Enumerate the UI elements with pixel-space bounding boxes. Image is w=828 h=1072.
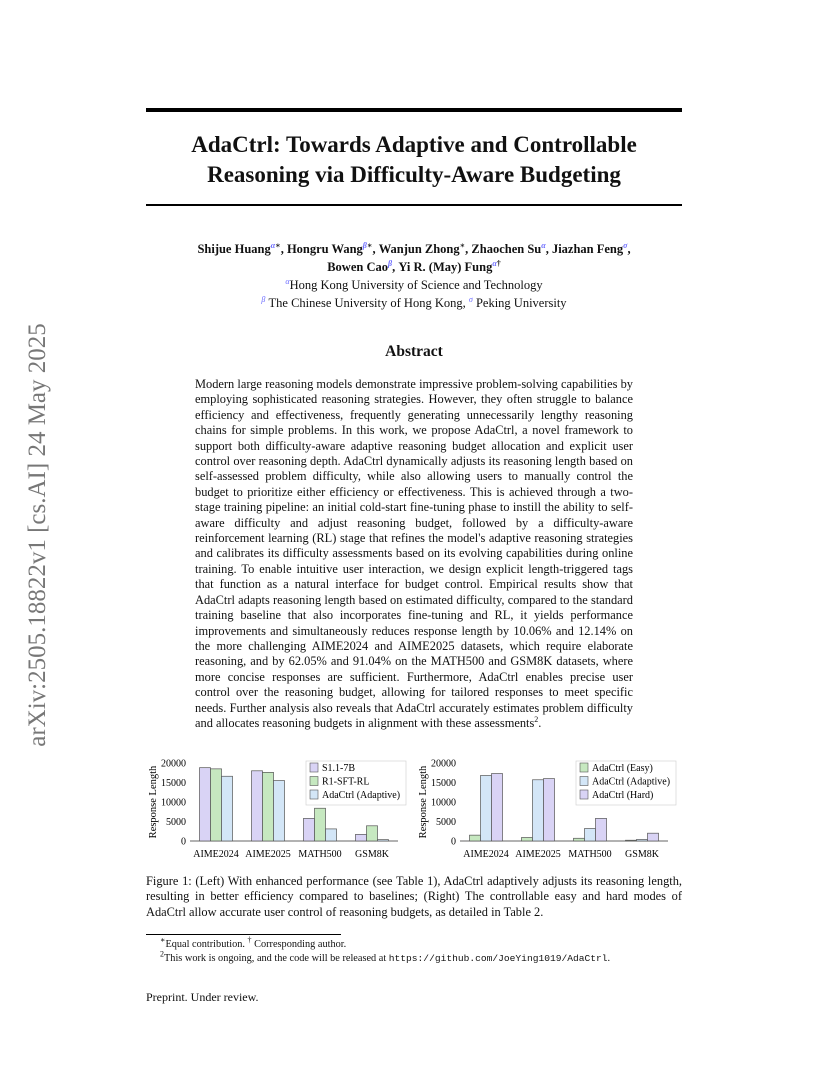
title-line-1: AdaCtrl: Towards Adaptive and Controllable <box>191 132 637 157</box>
bar <box>648 833 659 841</box>
y-tick-label: 10000 <box>431 797 456 809</box>
y-tick-label: 0 <box>181 836 186 848</box>
arxiv-identifier: arXiv:2505.18822v1 [cs.AI] 24 May 2025 <box>24 323 51 747</box>
bar <box>252 771 263 841</box>
legend-label: AdaCtrl (Adaptive) <box>592 776 671 788</box>
author-name: Bowen Cao <box>327 260 388 274</box>
bar <box>315 808 326 841</box>
bar <box>544 779 555 841</box>
bar <box>522 837 533 841</box>
y-tick-label: 10000 <box>161 797 186 809</box>
bar <box>367 826 378 841</box>
x-tick-label: GSM8K <box>355 849 389 860</box>
y-tick-label: 15000 <box>161 778 186 789</box>
legend-swatch <box>580 777 588 786</box>
y-tick-label: 20000 <box>161 758 186 770</box>
title-line-2: Reasoning via Difficulty-Aware Budgeting <box>207 162 621 187</box>
bar <box>378 840 389 841</box>
code-url[interactable]: https://github.com/JoeYing1019/AdaCtrl <box>388 953 608 964</box>
x-tick-label: MATH500 <box>298 849 342 860</box>
author-name: Shijue Huang <box>197 242 271 256</box>
author-name: Hongru Wang <box>286 242 363 256</box>
legend-swatch <box>580 790 588 799</box>
bar <box>481 775 492 841</box>
bar <box>274 781 285 841</box>
title-bottom-rule <box>146 204 682 206</box>
bar <box>200 768 211 841</box>
figure-left-chart <box>146 755 414 870</box>
x-tick-label: AIME2024 <box>463 849 509 860</box>
abstract-heading: Abstract <box>385 343 443 360</box>
bar <box>356 834 367 841</box>
footnote-1: ∗Equal contribution. † Corresponding author. <box>160 935 347 950</box>
bar <box>492 774 503 841</box>
footnote-rule <box>146 934 341 935</box>
legend-swatch <box>310 777 318 786</box>
x-tick-label: AIME2025 <box>245 849 291 860</box>
bar <box>626 840 637 841</box>
legend-label: R1-SFT-RL <box>322 776 370 788</box>
authors-line-2: Bowen Cao$^\beta$, Yi R. (May) Fung$^{\alpha\dagger}$ <box>327 258 501 274</box>
bar <box>637 839 648 841</box>
legend-label: S1.1-7B <box>322 763 356 774</box>
preprint-note: Preprint. Under review. <box>146 990 259 1004</box>
y-tick-label: 5000 <box>166 817 186 828</box>
legend-label: AdaCtrl (Adaptive) <box>322 790 401 801</box>
author-name: Wanjun Zhong <box>378 242 460 256</box>
bar <box>585 829 596 841</box>
footnotes <box>160 935 690 966</box>
legend-swatch <box>310 790 318 799</box>
author-block <box>120 240 708 312</box>
figure-right-chart <box>416 755 684 870</box>
bar <box>533 780 544 841</box>
y-tick-label: 20000 <box>431 758 456 770</box>
bar <box>263 772 274 841</box>
y-tick-label: 5000 <box>436 817 456 828</box>
y-axis-label: Response Length <box>418 765 429 839</box>
y-tick-label: 0 <box>451 836 456 848</box>
bar <box>304 818 315 841</box>
x-tick-label: AIME2025 <box>515 849 561 860</box>
affiliation-2: $^\beta$ The Chinese University of Hong Kong, $^\sigma$ Peking University <box>261 294 567 310</box>
right-bar-chart <box>416 755 684 865</box>
legend-label: AdaCtrl (Hard) <box>592 790 654 801</box>
figure-caption: Figure 1: (Left) With enhanced performance (see Table 1), AdaCtrl adaptively adjusts its reasoning length, resulting in better efficiency compared to baselines; (Right) The controllable easy and hard modes of AdaCtrl allow accurate user control of reasoning budgets, as detailed in Table 2. <box>146 874 682 919</box>
abstract-body: Modern large reasoning models demonstrate impressive problem-solving capabilities by employing sophisticated reasoning strategies. However, they often struggle to balance efficiency and effectiveness, frequently generating unnecessarily lengthy reasoning chains for simple problems. In this work, we propose AdaCtrl, a novel framework to support both difficulty-aware adaptive reasoning budget allocation and explicit user control over reasoning depth. AdaCtrl dynamically adjusts its reasoning length based on self-assessed problem difficulty, while also allowing users to manually control the budget to prioritize either efficiency or effectiveness. This is achieved through a two-stage training pipeline: an initial cold-start fine-tuning phase to instill the ability to self-aware difficulty and adjust reasoning budget, followed by a difficulty-aware reinforcement learning (RL) stage that refines the model's adaptive reasoning strategies and calibrates its difficulty assessments based on its evolving capabilities during online training. To enable intuitive user interaction, we design explicit length-triggered tags that function as a natural interface for budget control. Empirical results show that AdaCtrl adapts reasoning length based on estimated difficulty, compared to the standard training baseline that also incorporates fine-tuning and RL, it yields performance improvements and simultaneously reduces response length by 10.06% and 12.14% on the more challenging AIME2024 and AIME2025 datasets, which require elaborate reasoning, and by 62.05% and 91.04% on the MATH500 and GSM8K datasets, where more concise responses are sufficient. Furthermore, AdaCtrl enables precise user control over the reasoning budget, allowing for tailored responses to meet specific needs. Further analysis also reveals that AdaCtrl accurately estimates problem difficulty and allocates reasoning budgets in alignment with these assessments$^2$. <box>195 377 633 730</box>
y-axis-label: Response Length <box>148 765 159 839</box>
y-tick-label: 15000 <box>431 778 456 789</box>
author-name: Zhaochen Su <box>471 242 542 256</box>
authors-line-1: Shijue Huang$^{\alpha∗}$, Hongru Wang$^{\beta∗}$, Wanjun Zhong∗, Zhaochen $Su^\alpha$, Jiazhan Feng$^\sigma$, <box>197 240 631 256</box>
affiliation-1: $^\alpha$Hong Kong University of Science and Technology <box>285 276 543 292</box>
author-name: Jiazhan Feng <box>551 242 624 256</box>
footnote-2: $^2$This work is ongoing, and the code will be released at https://github.com/JoeYing1019/AdaCtrl. <box>160 949 611 964</box>
legend-swatch <box>310 763 318 772</box>
x-tick-label: GSM8K <box>625 849 659 860</box>
left-bar-chart <box>146 755 414 865</box>
author-name: Yi R. (May) Fung <box>398 260 493 274</box>
bar <box>211 769 222 841</box>
footnote-mark: 2 <box>534 714 539 724</box>
bar <box>470 835 481 841</box>
bar <box>596 818 607 841</box>
top-rule <box>146 108 682 112</box>
legend-swatch <box>580 763 588 772</box>
bar <box>574 838 585 841</box>
legend-label: AdaCtrl (Easy) <box>592 763 653 774</box>
bar <box>326 829 337 841</box>
bar <box>222 776 233 841</box>
x-tick-label: AIME2024 <box>193 849 239 860</box>
paper-title <box>146 130 682 190</box>
x-tick-label: MATH500 <box>568 849 612 860</box>
